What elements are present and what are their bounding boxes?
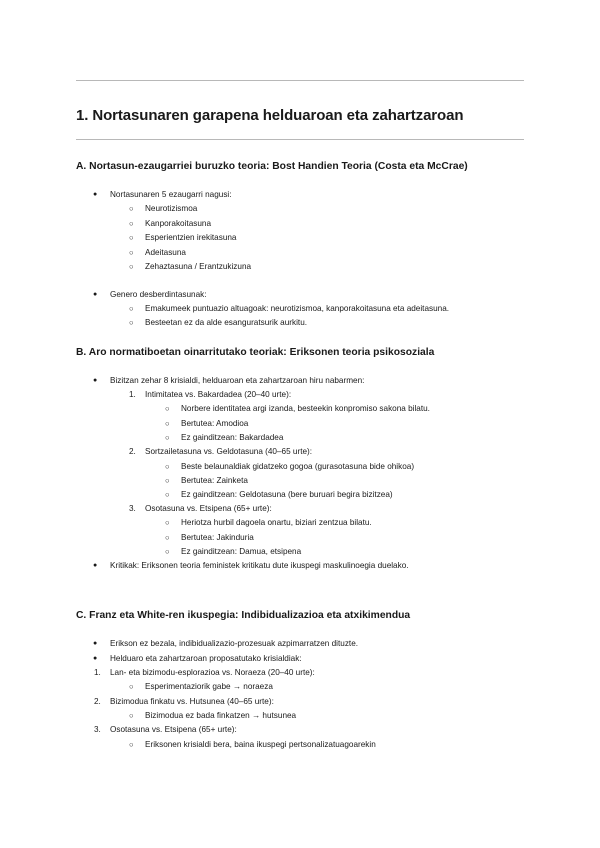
- bullet-circle-icon: ○: [165, 433, 170, 442]
- list-number: 1.: [129, 390, 136, 399]
- list-item-text: Bizitzan zehar 8 krisialdi, helduaroan eta zahartzaroan hiru nabarmen:: [110, 376, 365, 385]
- section-a-heading: A. Nortasun-ezaugarriei buruzko teoria: Bost Handien Teoria (Costa eta McCrae): [76, 161, 468, 172]
- bullet-circle-icon: ○: [129, 740, 134, 749]
- list-number: 1.: [94, 668, 101, 677]
- list-item-text: Heriotza hurbil dagoela onartu, biziari zentzua bilatu.: [181, 518, 372, 527]
- list-item-text: Osotasuna vs. Etsipena (65+ urte):: [145, 504, 272, 513]
- list-item: [93, 190, 232, 200]
- list-item: [129, 262, 252, 272]
- list-item: [93, 376, 365, 386]
- list-item: [165, 433, 284, 443]
- list-item: [129, 318, 308, 328]
- list-number: 2.: [129, 447, 136, 456]
- list-item-text: Ez gainditzean: Damua, etsipena: [181, 547, 302, 556]
- list-item-text: Lan- eta bizimodu-esplorazioa vs. Noraeza (20–40 urte):: [110, 668, 315, 677]
- list-item-text: Beste belaunaldiak gidatzeko gogoa (gurasotasuna bide ohikoa): [181, 462, 415, 471]
- list-item: [129, 740, 376, 750]
- bullet-circle-icon: ○: [129, 304, 134, 313]
- section-c-heading: C. Franz eta White-ren ikuspegia: Indibidualizazioa eta atxikimendua: [76, 610, 411, 621]
- list-item-text: Neurotizismoa: [145, 204, 198, 213]
- bullet-circle-icon: ○: [165, 533, 170, 542]
- list-number: 3.: [94, 725, 101, 734]
- bullet-circle-icon: ○: [165, 547, 170, 556]
- list-item: [129, 711, 297, 721]
- list-item: [165, 419, 249, 429]
- list-item-text: Sortzailetasuna vs. Geldotasuna (40–65 urte):: [145, 447, 313, 456]
- bullet-circle-icon: ○: [165, 419, 170, 428]
- list-item-text: Kanporakoitasuna: [145, 219, 212, 228]
- list-item-text: Norbere identitatea argi izanda, besteekin konpromiso sakona bilatu.: [181, 404, 430, 413]
- bullet-circle-icon: ○: [165, 404, 170, 413]
- list-item: [165, 462, 415, 472]
- list-item: [165, 547, 302, 557]
- list-item-text: Nortasunaren 5 ezaugarri nagusi:: [110, 190, 232, 199]
- list-item: [165, 404, 430, 414]
- list-item: [94, 697, 274, 707]
- list-item-text: Osotasuna vs. Etsipena (65+ urte):: [110, 725, 237, 734]
- list-item-text: Genero desberdintasunak:: [110, 290, 207, 299]
- bullet-circle-icon: ○: [165, 462, 170, 471]
- list-item: [129, 204, 198, 214]
- list-item: [93, 290, 207, 300]
- list-item-text: Emakumeek puntuazio altuagoak: neurotizismoa, kanporakoitasuna eta adeitasuna.: [145, 304, 450, 313]
- bullet-disc-icon: ●: [93, 655, 98, 662]
- list-item: [165, 518, 372, 528]
- list-item: [129, 233, 237, 243]
- list-number: 2.: [94, 697, 101, 706]
- bullet-disc-icon: ●: [93, 377, 98, 384]
- list-item-text: Bertutea: Zainketa: [181, 476, 248, 485]
- list-item-text: Eriksonen krisialdi bera, baina ikuspegi pertsonalizatuagoarekin: [145, 740, 376, 749]
- divider-title: [76, 139, 524, 140]
- list-item-text: Adeitasuna: [145, 248, 186, 257]
- list-item-text: Esperientzien irekitasuna: [145, 233, 237, 242]
- list-item: [129, 390, 292, 400]
- list-item: [129, 504, 272, 514]
- list-item-text: Bertutea: Jakinduria: [181, 533, 254, 542]
- list-item: [93, 561, 409, 571]
- list-item: [129, 304, 450, 314]
- list-item-text: Ez gainditzean: Bakardadea: [181, 433, 284, 442]
- bullet-circle-icon: ○: [129, 711, 134, 720]
- bullet-circle-icon: ○: [129, 262, 134, 271]
- page-title: 1. Nortasunaren garapena helduaroan eta zahartzaroan: [76, 107, 464, 124]
- bullet-circle-icon: ○: [165, 490, 170, 499]
- bullet-circle-icon: ○: [165, 476, 170, 485]
- bullet-disc-icon: ●: [93, 191, 98, 198]
- list-item-text: Bizimodua finkatu vs. Hutsunea (40–65 urte):: [110, 697, 274, 706]
- bullet-circle-icon: ○: [129, 233, 134, 242]
- list-item-text: Intimitatea vs. Bakardadea (20–40 urte):: [145, 390, 292, 399]
- bullet-circle-icon: ○: [129, 219, 134, 228]
- list-item: [129, 248, 186, 258]
- list-item-text: Bizimodua ez bada finkatzen → hutsunea: [145, 711, 297, 720]
- bullet-disc-icon: ●: [93, 640, 98, 647]
- list-item-text: Kritikak: Eriksonen teoria feministek kritikatu dute ikuspegi maskulinoegia duelako.: [110, 561, 409, 570]
- list-item-text: Besteetan ez da alde esanguratsurik aurkitu.: [145, 318, 308, 327]
- list-item: [93, 639, 359, 649]
- list-item: [94, 725, 237, 735]
- section-b-heading: B. Aro normatiboetan oinarritutako teoriak: Eriksonen teoria psikosoziala: [76, 347, 435, 358]
- list-item: [165, 533, 254, 543]
- bullet-circle-icon: ○: [129, 318, 134, 327]
- list-item: [93, 654, 302, 664]
- bullet-circle-icon: ○: [129, 682, 134, 691]
- list-item-text: Esperimentaziorik gabe → noraeza: [145, 682, 273, 691]
- list-item-text: Helduaro eta zahartzaroan proposatutako krisialdiak:: [110, 654, 302, 663]
- divider-top: [76, 80, 524, 81]
- list-item: [165, 490, 393, 500]
- list-item: [129, 219, 212, 229]
- list-item: [165, 476, 248, 486]
- list-number: 3.: [129, 504, 136, 513]
- list-item: [129, 447, 313, 457]
- bullet-circle-icon: ○: [129, 204, 134, 213]
- bullet-disc-icon: ●: [93, 291, 98, 298]
- list-item-text: Erikson ez bezala, indibidualizazio-prozesuak azpimarratzen dituzte.: [110, 639, 359, 648]
- list-item-text: Bertutea: Amodioa: [181, 419, 249, 428]
- list-item-text: Ez gainditzean: Geldotasuna (bere buruari begira bizitzea): [181, 490, 393, 499]
- list-item: [129, 682, 273, 692]
- bullet-disc-icon: ●: [93, 562, 98, 569]
- bullet-circle-icon: ○: [165, 518, 170, 527]
- list-item: [94, 668, 315, 678]
- list-item-text: Zehaztasuna / Erantzukizuna: [145, 262, 252, 271]
- bullet-circle-icon: ○: [129, 248, 134, 257]
